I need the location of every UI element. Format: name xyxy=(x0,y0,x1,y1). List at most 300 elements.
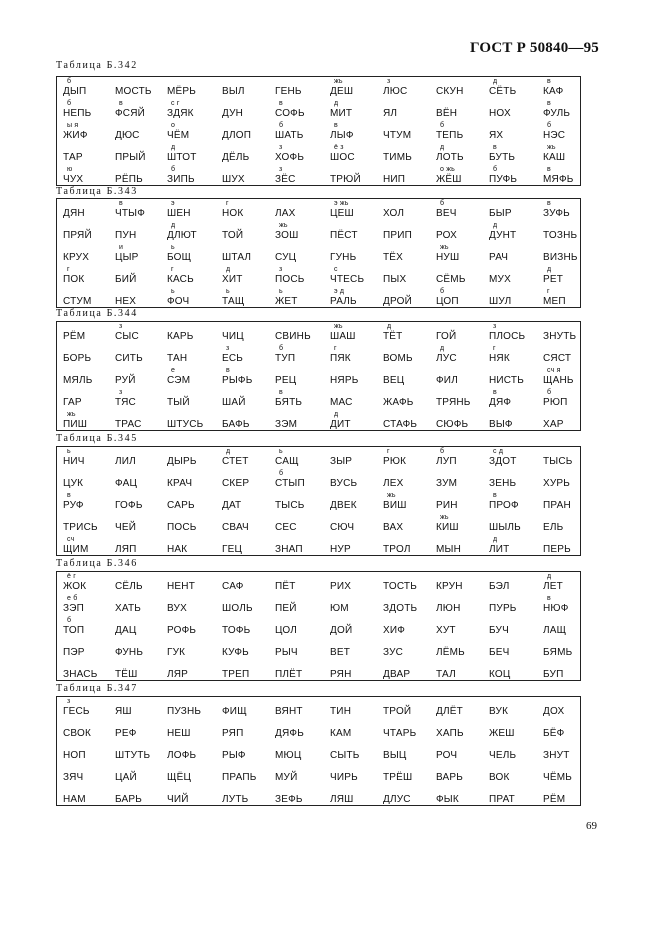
table-word xyxy=(115,604,141,614)
word-text: РЫФ xyxy=(222,750,246,761)
word-text: ЖОК xyxy=(63,581,87,592)
word-text: ДЕШ xyxy=(330,86,354,97)
table-word xyxy=(543,707,564,717)
word-text: ЗУС xyxy=(383,647,404,658)
word-text: ВОМЬ xyxy=(383,353,413,364)
table-word xyxy=(222,626,250,636)
word-text: ХАПЬ xyxy=(436,728,464,739)
word-text: ФУЛЬ xyxy=(543,108,571,119)
word-superscript: д xyxy=(547,266,552,273)
word-text: КРУХ xyxy=(63,252,90,263)
table-word xyxy=(330,288,357,307)
table-word xyxy=(489,345,510,364)
table-word xyxy=(115,420,142,430)
table-word xyxy=(330,773,358,783)
word-text: ТЫЙ xyxy=(167,397,190,408)
word-superscript: д xyxy=(440,345,445,352)
table-word xyxy=(275,795,303,805)
table-word xyxy=(330,545,351,555)
word-text: ЦЫР xyxy=(115,252,139,263)
word-text: ПУН xyxy=(115,230,137,241)
word-text: ЛОТЬ xyxy=(436,152,464,163)
table-word xyxy=(222,153,249,163)
word-text: ПЛОСЬ xyxy=(489,331,526,342)
word-text: БЕЧ xyxy=(489,647,510,658)
table-word xyxy=(383,153,412,163)
table-word xyxy=(543,100,571,119)
table-word xyxy=(63,448,85,467)
table-word xyxy=(489,582,509,592)
table-word xyxy=(543,200,570,219)
word-text: БАРЬ xyxy=(115,794,143,805)
document-header: ГОСТ Р 50840—95 xyxy=(469,40,599,56)
word-superscript: о xyxy=(171,122,176,129)
table-word xyxy=(383,773,412,783)
word-text: НОП xyxy=(63,750,86,761)
word-text: ТЁХ xyxy=(383,252,404,263)
word-superscript: г xyxy=(67,266,70,273)
table-word xyxy=(436,514,459,533)
table-word xyxy=(167,144,197,163)
table-word xyxy=(436,200,457,219)
word-text: СЁТЬ xyxy=(489,86,517,97)
word-text: НЮФ xyxy=(543,603,569,614)
word-table xyxy=(56,321,581,431)
word-text: ЗУФЬ xyxy=(543,208,570,219)
word-text: ПУЗНЬ xyxy=(167,706,202,717)
table-word xyxy=(63,100,92,119)
word-superscript: э д xyxy=(334,288,345,295)
word-superscript: ь xyxy=(171,244,175,251)
table-word xyxy=(330,376,358,386)
page-number: 69 xyxy=(586,820,597,832)
table-word xyxy=(436,420,468,430)
word-text: ШОС xyxy=(330,152,355,163)
table-word xyxy=(167,288,190,307)
word-text: БЭЛ xyxy=(489,581,510,592)
table-word xyxy=(383,78,408,97)
word-text: ВУСЬ xyxy=(330,478,358,489)
table-word xyxy=(436,707,463,717)
word-text: ЗЕНЬ xyxy=(489,478,517,489)
table-word xyxy=(275,751,301,761)
word-text: БЫР xyxy=(489,208,512,219)
table-word xyxy=(63,166,84,185)
table-word xyxy=(330,266,365,285)
table-word xyxy=(63,231,92,241)
word-text: ГУК xyxy=(167,647,186,658)
table-word xyxy=(115,297,136,307)
table-word xyxy=(383,648,403,658)
word-text: ЛЮН xyxy=(436,603,461,614)
word-text: СЮЧ xyxy=(330,522,355,533)
table-word xyxy=(383,670,410,680)
word-text: ТАР xyxy=(63,152,83,163)
table-word xyxy=(275,389,303,408)
table-word xyxy=(383,492,407,511)
table-word xyxy=(275,288,298,307)
word-text: ЕСЬ xyxy=(222,353,244,364)
table-word xyxy=(115,231,136,241)
table-word xyxy=(222,131,251,141)
word-text: НЕХ xyxy=(115,296,137,307)
word-superscript: б xyxy=(440,122,445,129)
table-word xyxy=(330,411,351,430)
table-word xyxy=(167,604,187,614)
word-text: БЁФ xyxy=(543,728,565,739)
table-word xyxy=(436,604,461,614)
word-superscript: д xyxy=(493,222,498,229)
table-word xyxy=(63,595,85,614)
table-word xyxy=(115,545,137,555)
table-word xyxy=(489,297,511,307)
table-word xyxy=(167,354,187,364)
table-word xyxy=(275,253,296,263)
table-word xyxy=(222,707,247,717)
word-text: ДИТ xyxy=(330,419,351,430)
word-text: НЕНТ xyxy=(167,581,196,592)
table-label: Таблица Б.346 xyxy=(56,558,138,569)
word-text: БЯТЬ xyxy=(275,397,303,408)
word-text: СВОК xyxy=(63,728,91,739)
word-text: БИЙ xyxy=(115,274,137,285)
word-text: КАСЬ xyxy=(167,274,194,285)
table-word xyxy=(63,492,84,511)
word-text: КУФЬ xyxy=(222,647,249,658)
word-superscript: б xyxy=(440,448,445,455)
word-superscript: в xyxy=(119,200,123,207)
table-word xyxy=(383,707,411,717)
table-word xyxy=(383,297,412,307)
word-text: ЛОФЬ xyxy=(167,750,197,761)
word-text: ТЯС xyxy=(115,397,136,408)
word-text: ШТОТ xyxy=(167,152,197,163)
word-text: ПРАН xyxy=(543,500,571,511)
table-word xyxy=(330,457,352,467)
table-word xyxy=(330,398,353,408)
word-text: ТИМЬ xyxy=(383,152,412,163)
word-text: ЛЯП xyxy=(115,544,137,555)
word-text: ШАШ xyxy=(330,331,356,342)
word-superscript: ь xyxy=(67,448,71,455)
word-text: БОЩ xyxy=(167,252,192,263)
table-word xyxy=(436,729,464,739)
word-superscript: ю xyxy=(67,166,73,173)
word-text: ФАЦ xyxy=(115,478,138,489)
word-superscript: б xyxy=(279,470,284,477)
table-word xyxy=(275,707,303,717)
word-superscript: э жь xyxy=(334,200,349,207)
table-word xyxy=(63,670,98,680)
word-text: ХУРЬ xyxy=(543,478,571,489)
word-text: СУЦ xyxy=(275,252,297,263)
word-text: ДВЕК xyxy=(330,500,357,511)
table-word xyxy=(436,109,457,119)
word-text: ТРОЙ xyxy=(383,706,412,717)
word-text: ДЛЮТ xyxy=(167,230,197,241)
word-text: СИТЬ xyxy=(115,353,143,364)
table-word xyxy=(222,648,249,658)
table-word xyxy=(330,751,360,761)
table-word xyxy=(543,479,570,489)
table-word xyxy=(489,78,517,97)
word-text: ДВАР xyxy=(383,669,411,680)
table-word xyxy=(330,626,352,636)
table-word xyxy=(115,626,136,636)
table-word xyxy=(222,670,249,680)
word-text: МЯФЬ xyxy=(543,174,574,185)
word-text: САЩ xyxy=(275,456,299,467)
table-word xyxy=(383,275,406,285)
word-text: КИШ xyxy=(436,522,459,533)
word-text: НИСТЬ xyxy=(489,375,524,386)
word-superscript: г xyxy=(493,345,496,352)
word-text: СКУН xyxy=(436,86,464,97)
word-text: БОРЬ xyxy=(63,353,92,364)
word-superscript: в xyxy=(334,122,338,129)
word-text: СЭМ xyxy=(167,375,191,386)
word-text: ВЕЦ xyxy=(383,375,405,386)
word-text: ЖЕШ xyxy=(489,728,515,739)
table-word xyxy=(275,582,296,592)
word-superscript: с xyxy=(334,266,338,273)
word-text: КРУН xyxy=(436,581,463,592)
word-text: РЁПЬ xyxy=(115,174,143,185)
table-word xyxy=(330,144,355,163)
table-word xyxy=(275,773,297,783)
table-word xyxy=(489,670,511,680)
table-word xyxy=(167,457,197,467)
table-word xyxy=(543,367,574,386)
word-text: ЗЭП xyxy=(63,603,85,614)
word-text: РАЧ xyxy=(489,252,509,263)
word-text: ХИТ xyxy=(222,274,243,285)
table-word xyxy=(543,332,576,342)
word-superscript: жь xyxy=(387,492,396,499)
word-text: ТРАС xyxy=(115,419,142,430)
word-text: НЕПЬ xyxy=(63,108,92,119)
table-word xyxy=(63,253,89,263)
word-text: ТЫСЬ xyxy=(543,456,573,467)
word-superscript: в xyxy=(493,144,497,151)
word-superscript: д xyxy=(171,144,176,151)
table-word xyxy=(115,795,142,805)
word-text: ЧИЙ xyxy=(167,794,189,805)
table-word xyxy=(489,707,508,717)
word-superscript: в xyxy=(493,492,497,499)
table-word xyxy=(63,795,86,805)
table-word xyxy=(383,231,412,241)
table-word xyxy=(63,376,92,386)
table-label: Таблица Б.347 xyxy=(56,683,138,694)
word-text: ПРАПЬ xyxy=(222,772,257,783)
word-text: СКЕР xyxy=(222,478,250,489)
table-word xyxy=(489,523,521,533)
word-superscript: ё г xyxy=(67,573,76,580)
table-word xyxy=(330,200,354,219)
table-word xyxy=(115,354,143,364)
word-superscript: жь xyxy=(334,323,343,330)
table-word xyxy=(543,78,564,97)
table-word xyxy=(275,648,298,658)
word-text: РЕФ xyxy=(115,728,137,739)
word-text: ХУТ xyxy=(436,625,456,636)
word-text: ДЯФЬ xyxy=(275,728,304,739)
word-text: ПУФЬ xyxy=(489,174,518,185)
word-text: МАС xyxy=(330,397,353,408)
word-text: РЮК xyxy=(383,456,407,467)
table-label: Таблица Б.344 xyxy=(56,308,138,319)
word-text: БУЧ xyxy=(489,625,509,636)
word-text: ТОЙ xyxy=(222,230,244,241)
word-text: ВЕТ xyxy=(330,647,351,658)
table-word xyxy=(383,109,397,119)
word-text: ГАР xyxy=(63,397,82,408)
table-word xyxy=(63,354,91,364)
word-table xyxy=(56,571,581,681)
word-superscript: б xyxy=(67,100,72,107)
word-text: ПЕРЬ xyxy=(543,544,571,555)
word-text: ШОЛЬ xyxy=(222,603,253,614)
table-word xyxy=(115,175,143,185)
table-word xyxy=(436,479,457,489)
table-word xyxy=(436,144,464,163)
word-superscript: жь xyxy=(334,78,343,85)
table-word xyxy=(436,244,460,263)
table-word xyxy=(330,323,356,342)
table-word xyxy=(543,420,564,430)
table-word xyxy=(436,288,459,307)
table-word xyxy=(63,122,88,141)
table-word xyxy=(275,332,311,342)
table-word xyxy=(115,729,137,739)
word-text: МОСТЬ xyxy=(115,86,152,97)
word-text: ЗДОТ xyxy=(489,456,517,467)
table-word xyxy=(275,470,305,489)
word-text: РИХ xyxy=(330,581,352,592)
table-word xyxy=(222,604,253,614)
word-text: ДОЙ xyxy=(330,625,353,636)
table-word xyxy=(383,582,417,592)
word-text: ЩИМ xyxy=(63,544,89,555)
table-word xyxy=(489,222,517,241)
word-text: НУШ xyxy=(436,252,460,263)
word-text: ЛУП xyxy=(436,456,457,467)
table-word xyxy=(489,795,515,805)
table-word xyxy=(436,670,456,680)
word-text: ГУНЬ xyxy=(330,252,357,263)
word-text: ВЫЛ xyxy=(222,86,245,97)
word-text: ПЕЙ xyxy=(275,603,297,614)
table-word xyxy=(543,751,570,761)
word-superscript: в xyxy=(547,100,551,107)
table-word xyxy=(115,648,143,658)
word-superscript: е б xyxy=(67,595,78,602)
table-word xyxy=(383,604,417,614)
word-superscript: з xyxy=(279,166,283,173)
table-word xyxy=(275,420,297,430)
word-superscript: ь xyxy=(226,288,230,295)
table-label: Таблица Б.345 xyxy=(56,433,138,444)
word-text: ЧУХ xyxy=(63,174,84,185)
table-word xyxy=(115,389,136,408)
word-text: ЛАЩ xyxy=(543,625,567,636)
word-text: РЕТ xyxy=(543,274,564,285)
word-superscript: д xyxy=(493,78,498,85)
word-text: ЧТАРЬ xyxy=(383,728,417,739)
table-word xyxy=(489,166,518,185)
word-text: ДЛОП xyxy=(222,130,252,141)
table-word xyxy=(222,266,243,285)
word-text: ЛУС xyxy=(436,353,457,364)
table-word xyxy=(115,501,143,511)
word-text: СОФЬ xyxy=(275,108,305,119)
table-word xyxy=(167,479,192,489)
table-word xyxy=(436,332,456,342)
table-word xyxy=(489,109,511,119)
word-text: ТИН xyxy=(330,706,352,717)
table-word xyxy=(489,479,516,489)
table-word xyxy=(275,545,303,555)
word-text: ЛЁМЬ xyxy=(436,647,465,658)
table-word xyxy=(489,751,516,761)
word-superscript: б xyxy=(547,389,552,396)
table-word xyxy=(167,222,197,241)
table-word xyxy=(383,523,403,533)
table-word xyxy=(167,670,188,680)
table-word xyxy=(489,648,510,658)
word-text: МЮЦ xyxy=(275,750,302,761)
word-text: ФЫК xyxy=(436,794,459,805)
word-text: ВЫФ xyxy=(489,419,513,430)
table-word xyxy=(167,266,194,285)
table-word xyxy=(436,795,459,805)
table-word xyxy=(330,100,353,119)
word-superscript: г xyxy=(547,288,550,295)
word-superscript: г xyxy=(334,345,337,352)
table-word xyxy=(543,166,574,185)
word-text: ДАТ xyxy=(222,500,242,511)
word-text: РЁМ xyxy=(543,794,566,805)
table-word xyxy=(222,332,244,342)
word-text: ФИЛ xyxy=(436,375,458,386)
table-word xyxy=(330,501,357,511)
table-word xyxy=(330,604,349,614)
table-word xyxy=(330,648,350,658)
table-word xyxy=(63,297,91,307)
table-word xyxy=(436,122,464,141)
word-text: ТЕПЬ xyxy=(436,130,464,141)
table-word xyxy=(330,78,354,97)
word-text: ЗЯЧ xyxy=(63,772,84,783)
table-word xyxy=(383,209,404,219)
table-word xyxy=(383,131,411,141)
table-word xyxy=(275,729,304,739)
word-text: ЛАХ xyxy=(275,208,296,219)
word-text: ХОФЬ xyxy=(275,152,305,163)
word-text: СТЫП xyxy=(275,478,305,489)
table-word xyxy=(383,376,404,386)
table-word xyxy=(63,78,87,97)
word-superscript: ь xyxy=(279,448,283,455)
word-superscript: в xyxy=(547,166,551,173)
table-word xyxy=(63,523,98,533)
word-superscript: ё з xyxy=(334,144,344,151)
table-word xyxy=(167,773,191,783)
table-word xyxy=(63,266,85,285)
word-text: ГЕНЬ xyxy=(275,86,302,97)
word-superscript: б xyxy=(440,200,445,207)
